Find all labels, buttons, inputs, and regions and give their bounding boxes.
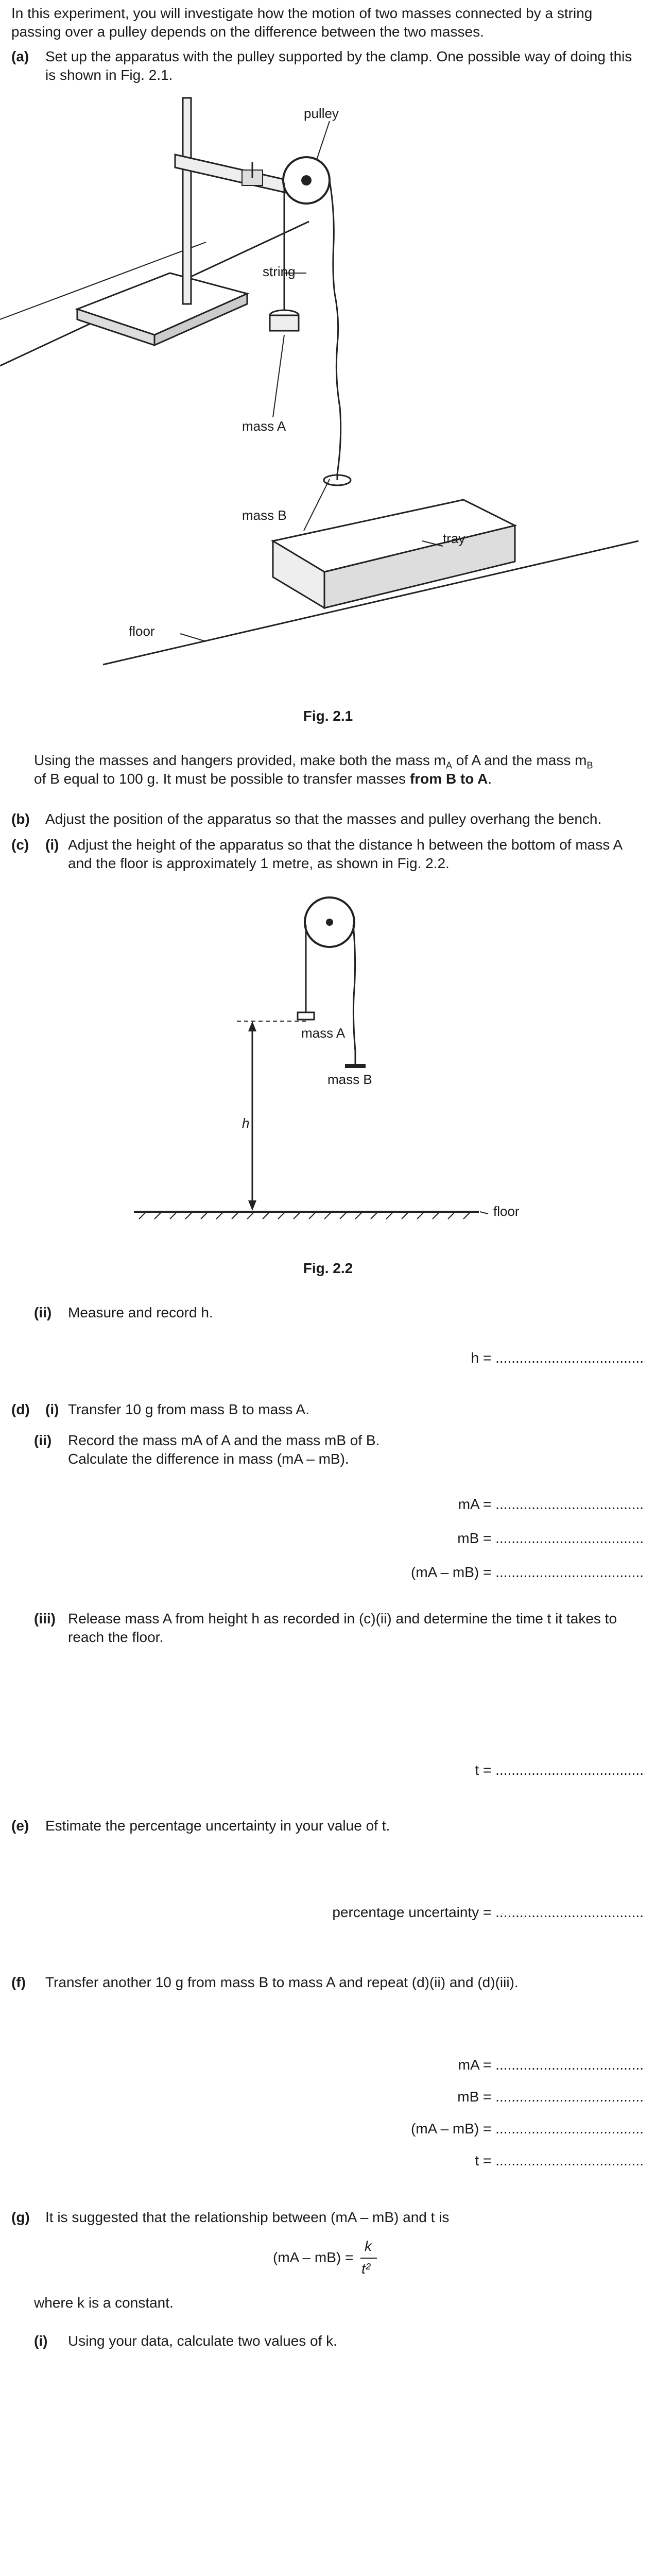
fig-2-2-caption: Fig. 2.2 (303, 1260, 353, 1276)
part-c-ii-text: Measure and record h. (68, 1304, 213, 1320)
part-d-i-text: Transfer 10 g from mass B to mass A. (68, 1401, 309, 1417)
part-d-iii-label: (iii) (34, 1611, 56, 1626)
part-a-text: Set up the apparatus with the pulley supported by the clamp. One possible way of doing this is shown in Fig. 2.1. (45, 48, 632, 83)
fig21-label-floor: floor (129, 623, 155, 639)
f-diff-answer[interactable]: (mA – mB) = ..................................... (411, 2121, 644, 2137)
g-where-text: where k is a constant. (34, 2295, 174, 2311)
part-d-label: (d) (11, 1401, 30, 1417)
part-c-i-text: Adjust the height of the apparatus so that the distance h between the bottom of mass A and the floor is approximately 1 metre, as shown in Fig. 2.2. (68, 837, 622, 871)
h-answer[interactable]: h = ..................................... (471, 1350, 644, 1366)
part-a-label: (a) (11, 48, 29, 64)
e-uncertainty-answer[interactable]: percentage uncertainty = ..................................... (332, 1904, 644, 1920)
g-equation-num: k (365, 2238, 372, 2254)
fig21-label-pulley: pulley (304, 106, 339, 121)
part-e-label: (e) (11, 1818, 29, 1834)
f-t-answer[interactable]: t = ..................................... (475, 2153, 644, 2168)
part-c-label: (c) (11, 837, 29, 853)
d-mb-answer[interactable]: mB = ..................................... (457, 1530, 644, 1546)
part-d-iii-text: Release mass A from height h as recorded in (c)(ii) and determine the time t it takes to reach the floor. (68, 1611, 617, 1645)
fig21-label-string: string (263, 264, 296, 279)
part-c-ii-label: (ii) (34, 1304, 52, 1320)
part-a-after-1: Using the masses and hangers provided, make both the mass $m_A$ of A and the mass $m_B$ (34, 752, 593, 771)
fig21-label-tray: tray (443, 531, 465, 546)
figure-2-2 (0, 886, 656, 1247)
fig21-label-mass-a: mass A (242, 418, 286, 434)
part-d-ii-text2: Calculate the difference in mass (mA – mB). (68, 1451, 349, 1467)
intro-text: In this experiment, you will investigate how the motion of two masses connected by a string passing over a pulley depends on the difference between the two masses. (11, 5, 593, 40)
part-a-after-2: of B equal to 100 g. It must be possible to transfer masses from B to A. (34, 771, 492, 787)
part-g-label: (g) (11, 2209, 30, 2225)
part-g-i-label: (i) (34, 2333, 48, 2349)
part-d-i-label: (i) (45, 1401, 59, 1417)
fig22-label-mass-b: mass B (327, 1072, 372, 1087)
part-d-ii-text1: Record the mass mA of A and the mass mB of B. (68, 1432, 380, 1448)
d-t-answer[interactable]: t = ..................................... (475, 1762, 644, 1778)
part-b-label: (b) (11, 811, 30, 827)
part-g-i-text: Using your data, calculate two values of k. (68, 2333, 337, 2349)
g-equation-bar (360, 2258, 377, 2259)
fig21-label-mass-b: mass B (242, 507, 287, 523)
g-equation-den: t² (361, 2261, 371, 2277)
part-f-label: (f) (11, 1974, 26, 1990)
fig-2-1-caption: Fig. 2.1 (303, 708, 353, 724)
part-f-text: Transfer another 10 g from mass B to mass A and repeat (d)(ii) and (d)(iii). (45, 1974, 519, 1990)
part-d-ii-label: (ii) (34, 1432, 52, 1448)
fig22-label-h: h (242, 1115, 250, 1131)
fig22-label-mass-a: mass A (301, 1025, 346, 1041)
part-c-i-label: (i) (45, 837, 59, 853)
d-ma-answer[interactable]: mA = ..................................... (458, 1496, 644, 1512)
d-diff-answer[interactable]: (mA – mB) = ..................................... (411, 1564, 644, 1580)
part-b-text: Adjust the position of the apparatus so that the masses and pulley overhang the bench. (45, 811, 602, 827)
g-equation-left: (mA – mB) = (273, 2249, 354, 2265)
part-g-text: It is suggested that the relationship between (mA – mB) and t is (45, 2209, 450, 2225)
fig22-label-floor: floor (493, 1204, 520, 1219)
f-ma-answer[interactable]: mA = ..................................... (458, 2057, 644, 2073)
figure-2-1 (0, 77, 656, 690)
part-e-text: Estimate the percentage uncertainty in your value of t. (45, 1818, 390, 1834)
f-mb-answer[interactable]: mB = ..................................... (457, 2089, 644, 2105)
